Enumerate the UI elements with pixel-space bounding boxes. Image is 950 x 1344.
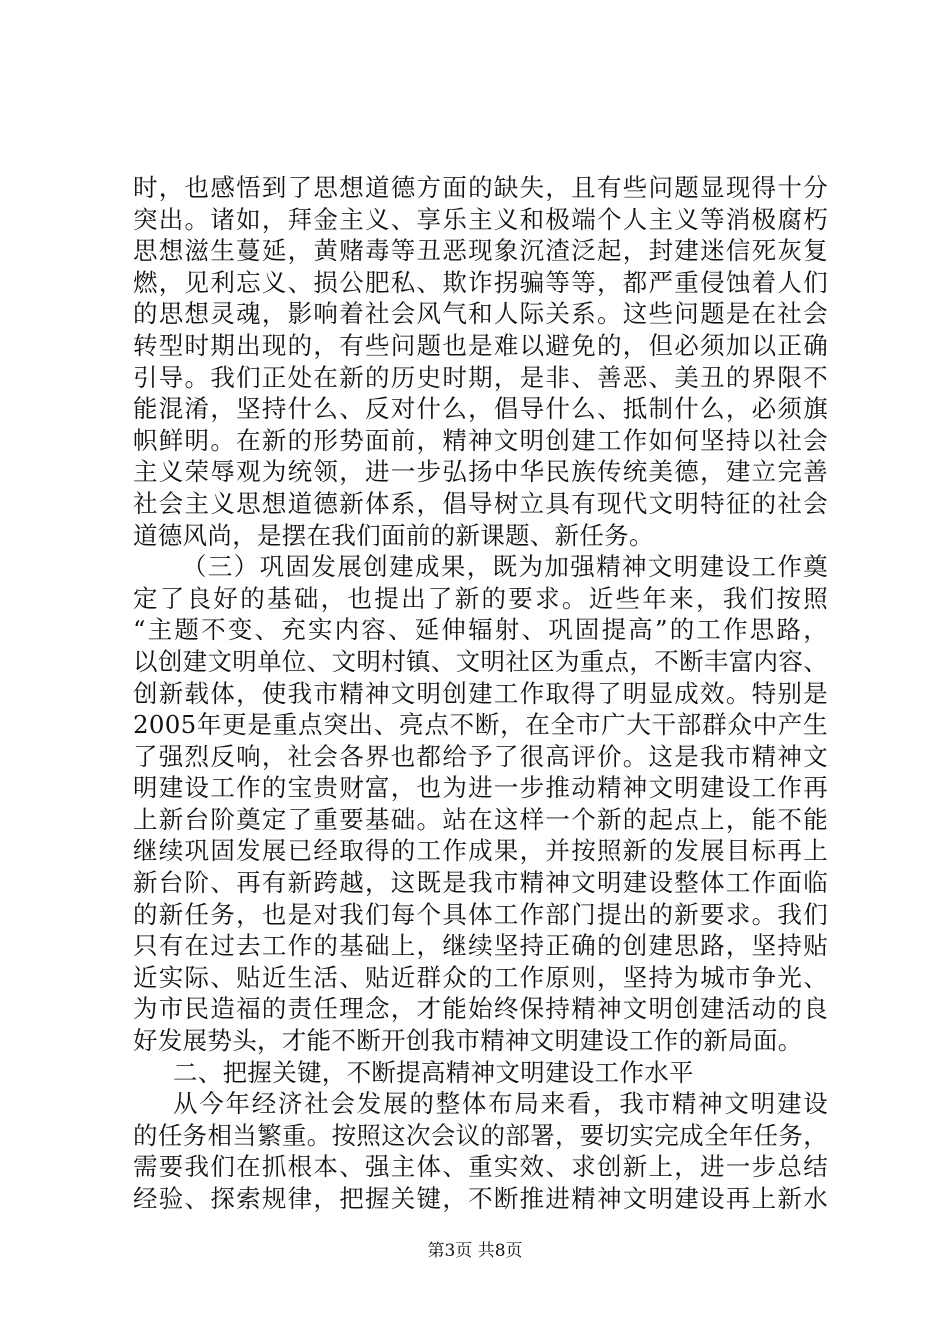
- text-line: 好发展势头，才能不断开创我市精神文明建设工作的新局面。: [133, 1026, 803, 1056]
- text-line: 突出。诸如，拜金主义、享乐主义和极端个人主义等消极腐朽: [133, 204, 828, 234]
- text-line: 明建设工作的宝贵财富，也为进一步推动精神文明建设工作再: [133, 773, 828, 803]
- text-line: 转型时期出现的，有些问题也是难以避免的，但必须加以正确: [133, 330, 828, 360]
- text-line: 近实际、贴近生活、贴近群众的工作原则，坚持为城市争光、: [133, 962, 828, 992]
- text-line: （三）巩固发展创建成果，既为加强精神文明建设工作奠: [182, 552, 828, 582]
- text-line: 二、把握关键，不断提高精神文明建设工作水平: [173, 1057, 694, 1087]
- text-line: 只有在过去工作的基础上，继续坚持正确的创建思路，坚持贴: [133, 931, 828, 961]
- text-line: 新台阶、再有新跨越，这既是我市精神文明建设整体工作面临: [133, 868, 828, 898]
- text-line: 2005年更是重点突出、亮点不断，在全市广大干部群众中产生: [133, 710, 828, 740]
- text-line: 为市民造福的责任理念，才能始终保持精神文明创建活动的良: [133, 994, 828, 1024]
- text-line: 燃，见利忘义、损公肥私、欺诈拐骗等等，都严重侵蚀着人们: [133, 267, 828, 297]
- page-footer: 第3页 共8页: [427, 1241, 523, 1261]
- text-line: “主题不变、充实内容、延伸辐射、巩固提高”的工作思路，: [133, 615, 828, 645]
- text-line: 帜鲜明。在新的形势面前，精神文明创建工作如何坚持以社会: [133, 425, 828, 455]
- text-line: 从今年经济社会发展的整体布局来看，我市精神文明建设: [173, 1089, 828, 1119]
- text-line: 上新台阶奠定了重要基础。站在这样一个新的起点上，能不能: [133, 804, 828, 834]
- text-line: 引导。我们正处在新的历史时期，是非、善恶、美丑的界限不: [133, 362, 828, 392]
- text-line: 能混淆，坚持什么、反对什么，倡导什么、抵制什么，必须旗: [133, 394, 828, 424]
- text-line: 了强烈反响，社会各界也都给予了很高评价。这是我市精神文: [133, 741, 828, 771]
- text-line: 以创建文明单位、文明村镇、文明社区为重点，不断丰富内容、: [133, 646, 828, 676]
- text-line: 主义荣辱观为统领，进一步弘扬中华民族传统美德，建立完善: [133, 457, 828, 487]
- document-body: [133, 172, 828, 1215]
- text-line: 的思想灵魂，影响着社会风气和人际关系。这些问题是在社会: [133, 299, 828, 329]
- text-line: 创新载体，使我市精神文明创建工作取得了明显成效。特别是: [133, 678, 828, 708]
- text-line: 需要我们在抓根本、强主体、重实效、求创新上，进一步总结: [133, 1152, 828, 1182]
- text-line: 社会主义思想道德新体系，倡导树立具有现代文明特征的社会: [133, 488, 828, 518]
- text-line: 时，也感悟到了思想道德方面的缺失，且有些问题显现得十分: [133, 173, 828, 202]
- text-line: 思想滋生蔓延，黄赌毒等丑恶现象沉渣泛起，封建迷信死灰复: [133, 236, 828, 266]
- text-line: 的任务相当繁重。按照这次会议的部署，要切实完成全年任务，: [133, 1120, 828, 1150]
- text-line: 经验、探索规律，把握关键，不断推进精神文明建设再上新水: [133, 1184, 828, 1213]
- text-line: 的新任务，也是对我们每个具体工作部门提出的新要求。我们: [133, 899, 828, 929]
- text-line: 继续巩固发展已经取得的工作成果，并按照新的发展目标再上: [133, 836, 828, 866]
- text-line: 定了良好的基础，也提出了新的要求。近些年来，我们按照: [133, 583, 828, 613]
- text-line: 道德风尚，是摆在我们面前的新课题、新任务。: [133, 520, 654, 550]
